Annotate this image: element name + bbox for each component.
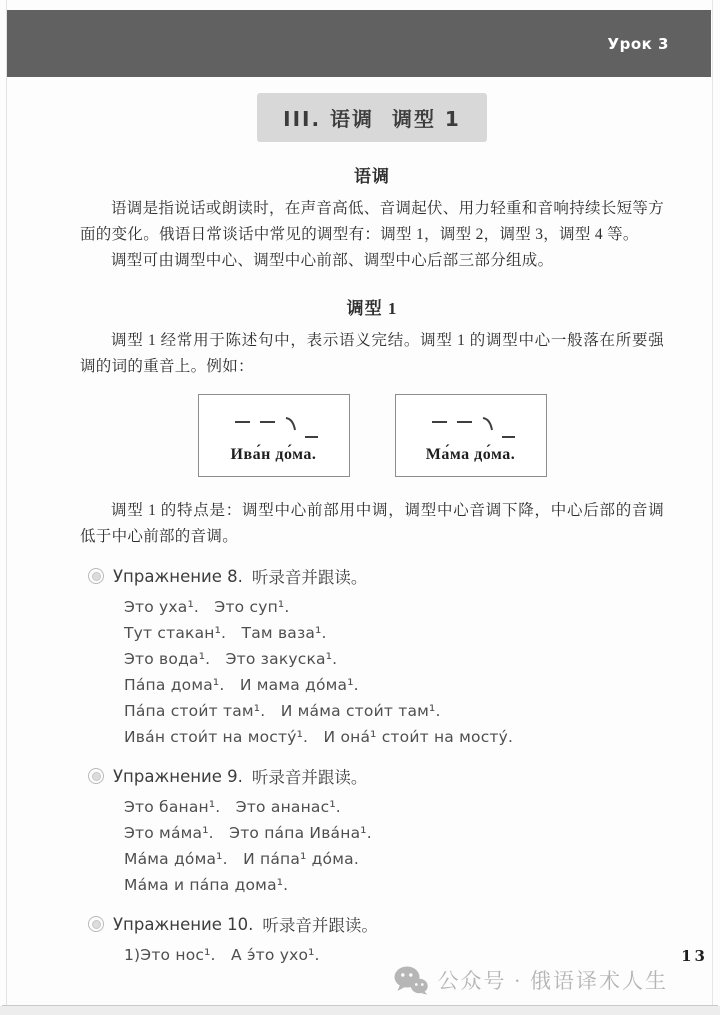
exercise-8-instruction: 听录音并跟读。	[251, 568, 368, 587]
exercise-line: Ива́н стои́т на мосту́¹. И она́¹ стои́т на мосту́.	[124, 728, 514, 746]
example-box-1	[198, 394, 350, 477]
exercise-bullet-icon	[88, 916, 104, 932]
exercise-9-header	[88, 764, 664, 788]
page-edge-left	[6, 0, 7, 1005]
exercise-line: Ма́ма и па́па дома¹.	[124, 876, 289, 894]
exercise-8-lines	[124, 594, 664, 750]
exercise-line: 1)Это нос¹. А э́то ухо¹.	[124, 946, 320, 964]
intonation-contour-icon	[218, 411, 330, 445]
type1-heading: 调型 1	[346, 299, 398, 318]
exercise-line: Тут стакан¹. Там ваза¹.	[124, 624, 327, 642]
page-number: 13	[681, 947, 708, 965]
exercise-line: Па́па дома¹. И мама до́ма¹.	[124, 676, 359, 694]
exercise-bullet-icon	[88, 768, 104, 784]
lesson-label: Урок 3	[607, 34, 669, 53]
type1-features-paragraph: 调型 1 的特点是：调型中心前部用中调，调型中心音调下降，中心后部的音调低于中心前部的音调。	[80, 502, 664, 545]
exercise-8-header	[88, 564, 664, 588]
exercise-9-lines	[124, 794, 664, 898]
type1-intro-paragraph: 调型 1 经常用于陈述句中，表示语义完结。调型 1 的调型中心一般落在所要强调的词的重音上。例如：	[80, 332, 664, 375]
example-phrase-1: Ива́н до́ма.	[230, 446, 317, 463]
exercise-10	[88, 912, 664, 968]
exercise-line: Это банан¹. Это ананас¹.	[124, 798, 341, 816]
exercise-8-title: Упражнение 8.	[113, 566, 243, 586]
wechat-icon	[394, 966, 428, 995]
exercise-line: Это вода¹. Это закуска¹.	[124, 650, 338, 668]
intonation-contour-icon	[415, 411, 527, 445]
example-boxes	[80, 394, 664, 477]
exercise-bullet-icon	[88, 568, 104, 584]
exercise-10-instruction: 听录音并跟读。	[262, 916, 378, 935]
example-box-2	[395, 394, 547, 477]
exercise-10-header	[88, 912, 664, 936]
page-content	[0, 77, 720, 968]
example-phrase-2: Ма́ма до́ма.	[425, 446, 516, 463]
page-edge-right	[712, 0, 713, 1005]
exercise-line: Это ма́ма¹. Это па́па Ива́на¹.	[124, 824, 372, 842]
exercise-9-instruction: 听录音并跟读。	[251, 768, 368, 787]
exercise-10-title: Упражнение 10.	[113, 914, 254, 934]
page-edge-strip	[0, 1006, 720, 1015]
exercise-line: Ма́ма до́ма¹. И па́па¹ до́ма.	[124, 850, 359, 868]
exercise-line: Па́па стои́т там¹. И ма́ма стои́т там¹.	[124, 702, 441, 720]
exercise-8	[88, 564, 664, 750]
watermark-text: 公众号 · 俄语译术人生	[437, 969, 668, 993]
exercise-9	[88, 764, 664, 898]
exercise-9-title: Упражнение 9.	[113, 766, 243, 786]
intonation-paragraph-1: 语调是指说话或朗读时，在声音高低、音调起伏、用力轻重和音响持续长短等方面的变化。俄语日常谈话中常见的调型有：调型 1，调型 2，调型 3，调型 4 等。	[80, 200, 665, 243]
section-title-box: III. 语调 调型 1	[257, 93, 487, 142]
intonation-paragraph-2: 调型可由调型中心、调型中心前部、调型中心后部三部分组成。	[111, 252, 554, 269]
lesson-header-bar	[7, 10, 711, 77]
watermark	[394, 965, 669, 995]
intonation-heading: 语调	[354, 167, 390, 186]
exercise-line: Это уха¹. Это суп¹.	[124, 598, 290, 616]
